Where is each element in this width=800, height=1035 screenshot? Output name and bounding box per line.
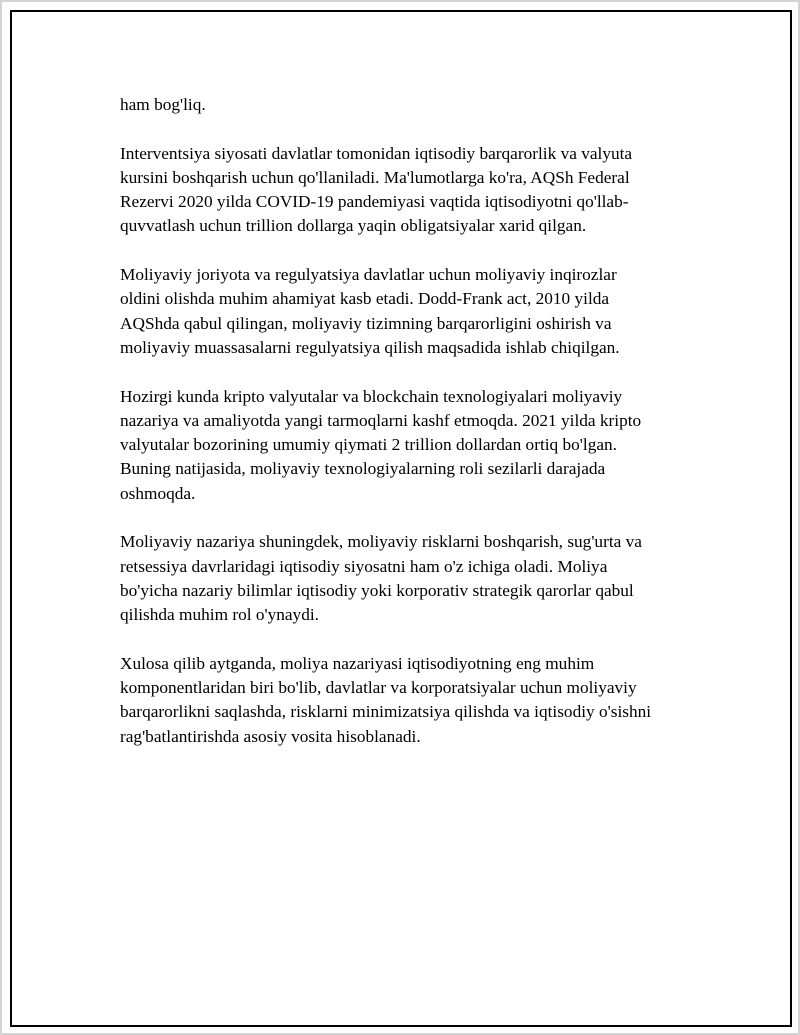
text-line: Interventsiya siyosati davlatlar tomonidan iqtisodiy barqarorlik va valyuta — [120, 143, 633, 163]
text-line: AQShda qabul qilingan, moliyaviy tizimning barqarorligini oshirish va — [120, 313, 612, 333]
paragraph-6 — [120, 652, 670, 749]
text-line: ham bog'liq. — [120, 95, 206, 114]
text-line: komponentlaridan biri bo'lib, davlatlar va korporatsiyalar uchun moliyaviy — [120, 678, 637, 698]
text-line: moliyaviy muassasalarni regulyatsiya qilish maqsadida ishlab chiqilgan. — [120, 337, 620, 357]
text-line: Rezervi 2020 yilda COVID-19 pandemiyasi vaqtida iqtisodiyotni qo'llab- — [120, 192, 629, 212]
text-line: rag'batlantirishda asosiy vosita hisoblanadi. — [120, 726, 421, 746]
text-line: Hozirgi kunda kripto valyutalar va blockchain texnologiyalari moliyaviy — [120, 386, 623, 406]
text-line: bo'yicha nazariy bilimlar iqtisodiy yoki korporativ strategik qarorlar qabul — [120, 580, 634, 600]
text-line: valyutalar bozorining umumiy qiymati 2 trillion dollardan ortiq bo'lgan. — [120, 435, 617, 455]
text-line: nazariya va amaliyotda yangi tarmoqlarni kashf etmoqda. 2021 yilda kripto — [120, 410, 642, 430]
text-line: quvvatlash uchun trillion dollarga yaqin obligatsiyalar xarid qilgan. — [120, 216, 587, 236]
paragraph-2 — [120, 142, 670, 239]
paragraph-5 — [120, 530, 670, 627]
paragraph-4 — [120, 385, 670, 506]
text-line: oldini olishda muhim ahamiyat kasb etadi. Dodd-Frank act, 2010 yilda — [120, 289, 610, 309]
text-line: kursini boshqarish uchun qo'llaniladi. Ma'lumotlarga ko'ra, AQSh Federal — [120, 167, 630, 187]
text-line: barqarorlikni saqlashda, risklarni minimizatsiya qilishda va iqtisodiy o'sishni — [120, 702, 652, 722]
text-line: Xulosa qilib aytganda, moliya nazariyasi iqtisodiyotning eng muhim — [120, 653, 595, 673]
text-line: oshmoqda. — [120, 483, 196, 503]
text-line: Moliyaviy joriyota va regulyatsiya davlatlar uchun moliyaviy inqirozlar — [120, 265, 617, 285]
text-line: qilishda muhim rol o'ynaydi. — [120, 605, 319, 625]
document-body — [120, 93, 670, 773]
text-line: Moliyaviy nazariya shuningdek, moliyaviy risklarni boshqarish, sug'urta va — [120, 532, 642, 552]
paragraph-3 — [120, 263, 670, 360]
text-line: Buning natijasida, moliyaviy texnologiyalarning roli sezilarli darajada — [120, 459, 606, 479]
paragraph-1 — [120, 93, 670, 117]
text-line: retsessiya davrlaridagi iqtisodiy siyosatni ham o'z ichiga oladi. Moliya — [120, 556, 608, 576]
